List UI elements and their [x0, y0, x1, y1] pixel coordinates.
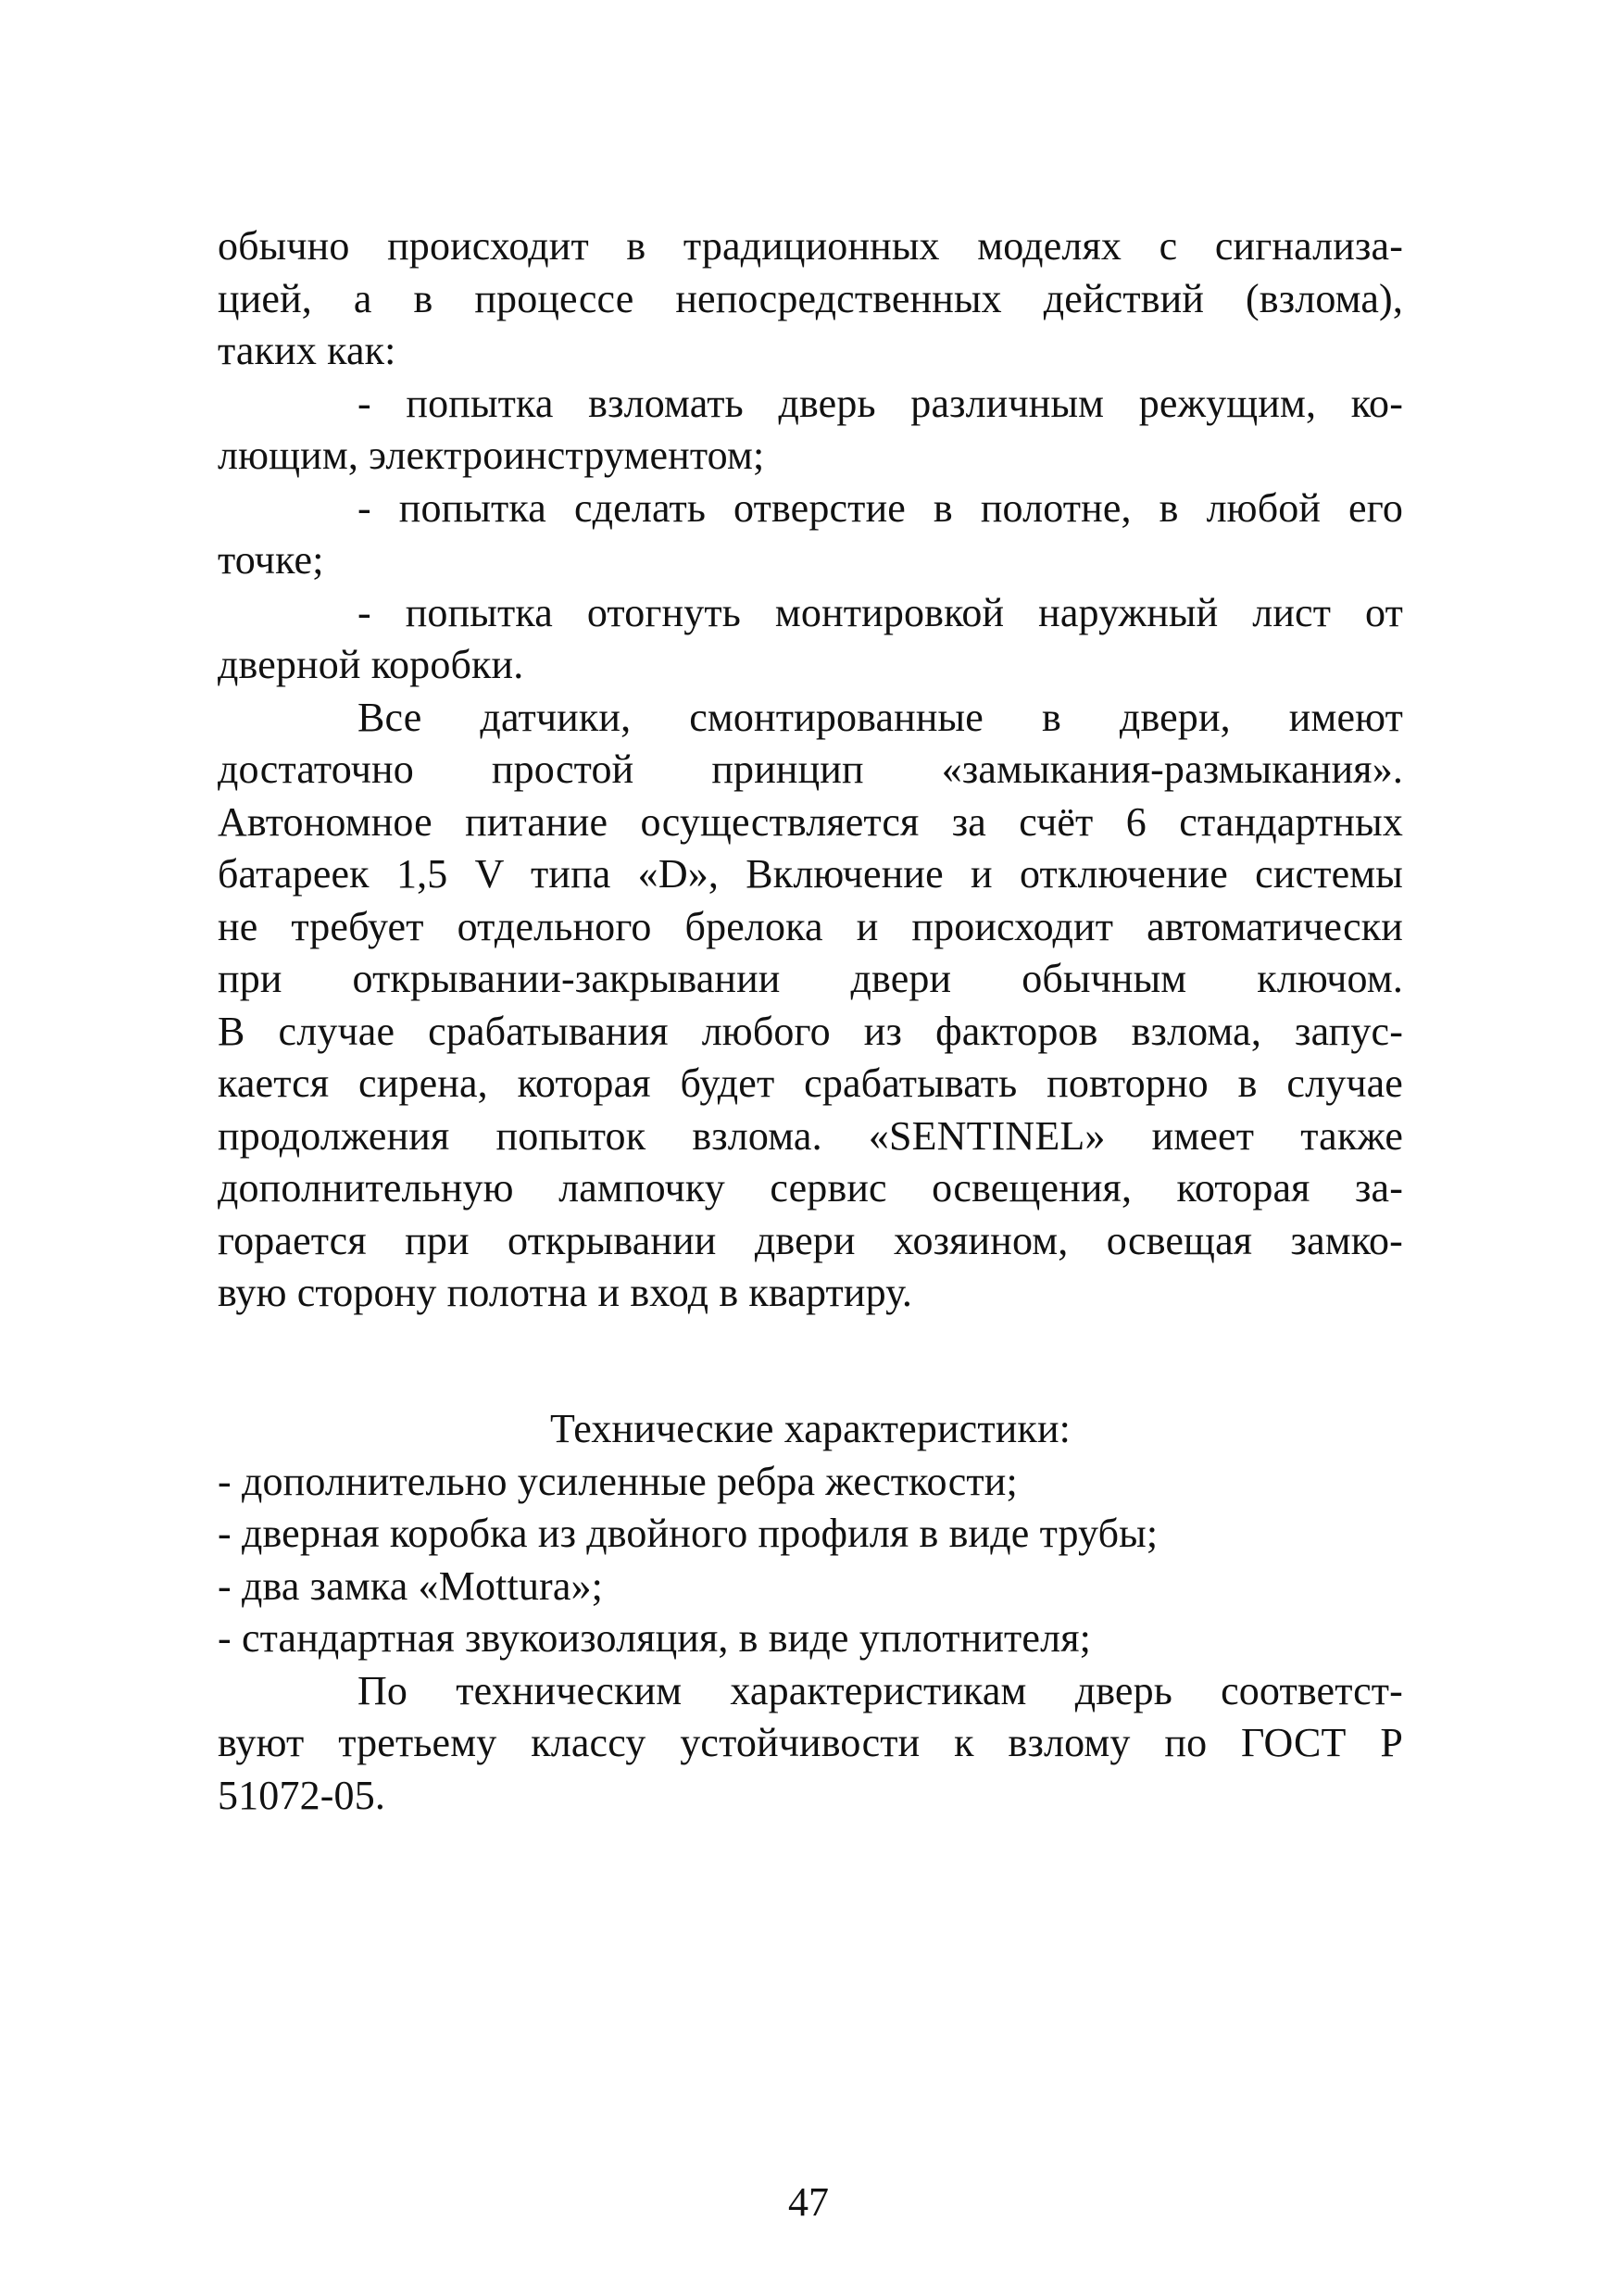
- text-line: точке;: [218, 537, 324, 583]
- list-item: - дверная коробка из двойного профиля в виде трубы;: [218, 1511, 1159, 1556]
- list-item: - стандартная звукоизоляция, в виде уплотнителя;: [218, 1615, 1091, 1661]
- section-heading: Технические характеристики:: [549, 1406, 1072, 1451]
- text-line: В случае срабатывания любого из факторов взлома, запус-: [218, 1008, 1403, 1054]
- text-line: не требует отдельного брелока и происходит автоматически: [218, 903, 1403, 949]
- text-line: - попытка отогнуть монтировкой наружный лист от: [357, 589, 1403, 635]
- list-item: [218, 378, 1403, 483]
- paragraph-intro: [218, 220, 1403, 378]
- text-line: при открывании-закрывании двери обычным ключом.: [218, 956, 1403, 1001]
- text-line: Автономное питание осуществляется за счёт 6 стандартных: [218, 798, 1403, 845]
- list-item: [218, 587, 1403, 692]
- text-line: дверной коробки.: [218, 642, 524, 687]
- page-number: 47: [788, 2179, 829, 2225]
- text-line: вуют третьему классу устойчивости к взлому по ГОСТ Р: [218, 1720, 1403, 1765]
- text-line: цией, а в процессе непосредственных действий (взлома),: [218, 275, 1403, 321]
- list-item: - дополнительно усиленные ребра жесткости;: [218, 1458, 1018, 1504]
- text-line: Все датчики, смонтированные в двери, имеют: [357, 694, 1403, 740]
- text-line: 51072-05.: [218, 1772, 386, 1818]
- main-text: [218, 220, 1403, 1320]
- text-line: По техническим характеристикам дверь соответст-: [357, 1667, 1403, 1713]
- spec-list: [218, 1456, 1403, 1665]
- paragraph-sensors: [218, 692, 1403, 1320]
- text-line: обычно происходит в традиционных моделях с сигнализа-: [218, 223, 1403, 269]
- text-line: лющим, электроинструментом;: [218, 433, 765, 478]
- text-line: - попытка взломать дверь различным режущим, ко-: [357, 380, 1403, 426]
- paragraph-conclusion: [218, 1665, 1403, 1823]
- text-line: таких как:: [218, 328, 396, 373]
- text-line: - попытка сделать отверстие в полотне, в любой его: [357, 484, 1403, 531]
- specifications: [218, 1403, 1403, 1822]
- text-line: батареек 1,5 V типа «D», Включение и отключение системы: [218, 851, 1403, 897]
- list-item: - два замка «Mottura»;: [218, 1562, 604, 1609]
- text-line: кается сирена, которая будет срабатывать повторно в случае: [218, 1060, 1403, 1106]
- text-line: продолжения попыток взлома. «SENTINEL» имеет также: [218, 1112, 1403, 1159]
- list-item: [218, 483, 1403, 587]
- text-line: дополнительную лампочку сервис освещения, которая за-: [218, 1165, 1403, 1211]
- text-line: вую сторону полотна и вход в квартиру.: [218, 1270, 913, 1315]
- text-line: горается при открывании двери хозяином, освещая замко-: [218, 1217, 1403, 1263]
- text-line: достаточно простой принцип «замыкания-размыкания».: [218, 747, 1403, 792]
